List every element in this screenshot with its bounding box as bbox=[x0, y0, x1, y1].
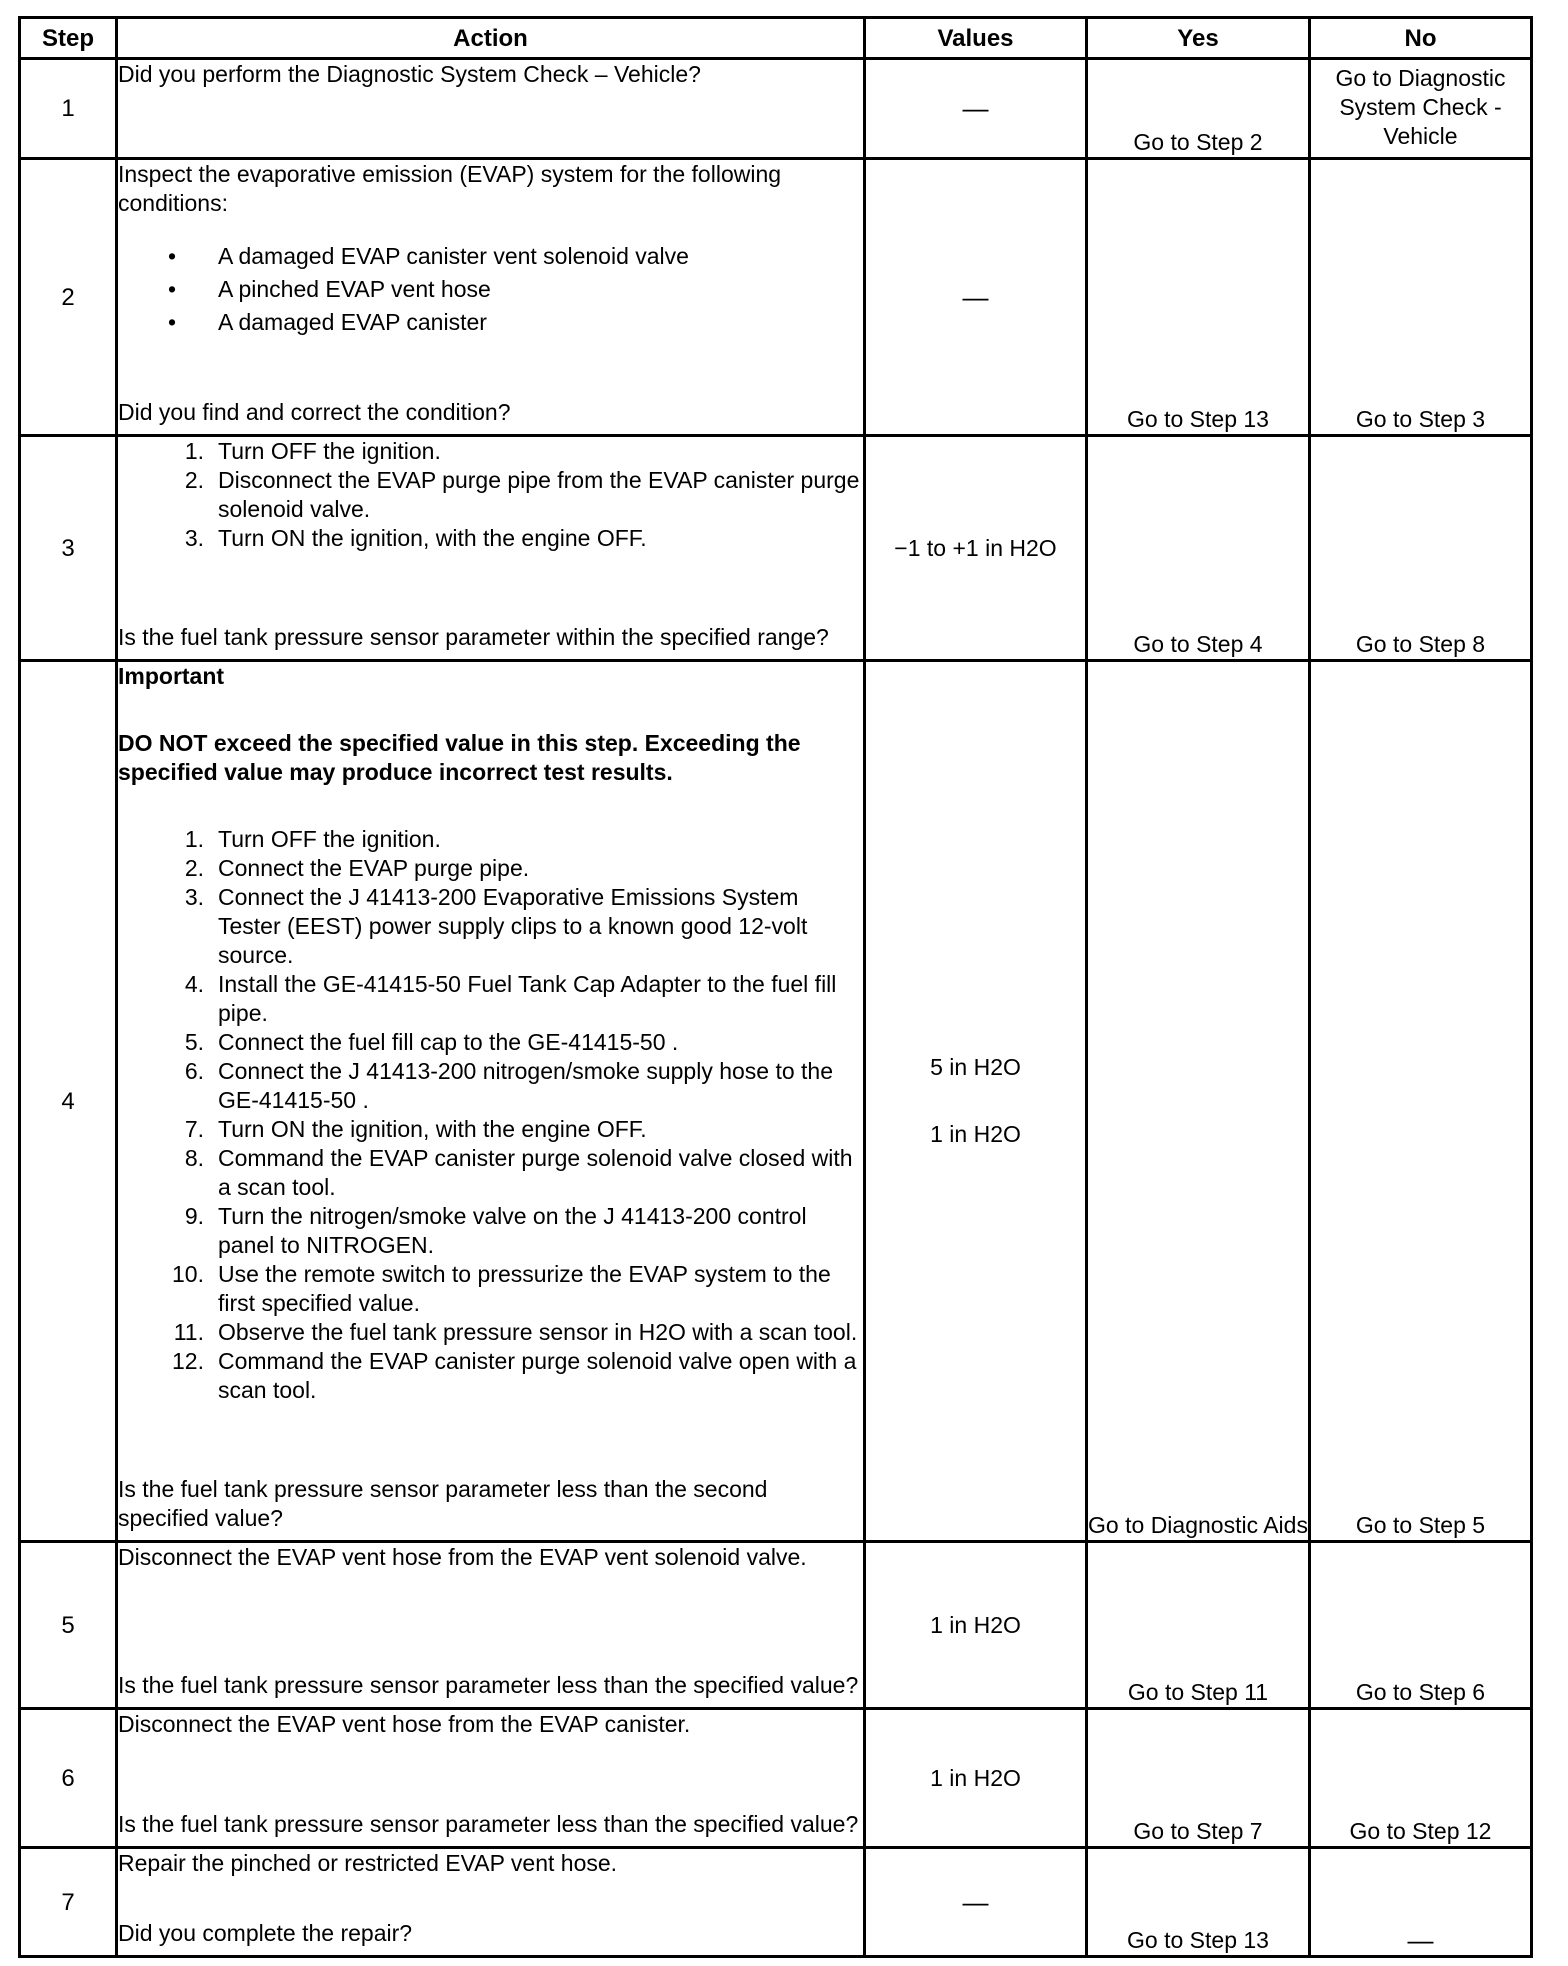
list-item: 2. Connect the EVAP purge pipe. bbox=[184, 855, 530, 881]
table-row bbox=[20, 436, 1532, 661]
list-item: • A damaged EVAP canister bbox=[118, 306, 863, 339]
action-intro: Disconnect the EVAP vent hose from the EVAP canister. bbox=[118, 1711, 691, 1737]
important-label: Important bbox=[118, 663, 225, 689]
yes-cell: Go to Step 7 bbox=[1087, 1709, 1310, 1848]
no-cell: Go to Step 5 bbox=[1310, 661, 1532, 1542]
list-item: 3. Connect the J 41413-200 Evaporative Emissions System Tester (EEST) power supply clips to a known good 12-volt source. bbox=[184, 884, 808, 968]
list-item: 1. Turn OFF the ignition. bbox=[184, 826, 441, 852]
header-values: Values bbox=[865, 18, 1087, 59]
value: 1 in H2O bbox=[930, 1611, 1021, 1638]
table-row bbox=[20, 59, 1532, 159]
step-number: 1 bbox=[20, 59, 117, 159]
table-row bbox=[20, 159, 1532, 436]
action-question: Did you complete the repair? bbox=[118, 1920, 413, 1946]
header-no: No bbox=[1310, 18, 1532, 59]
action-intro: Repair the pinched or restricted EVAP vent hose. bbox=[118, 1850, 618, 1876]
value: — bbox=[962, 281, 989, 312]
step-number: 2 bbox=[20, 159, 117, 436]
action-question: Is the fuel tank pressure sensor parameter within the specified range? bbox=[118, 624, 829, 650]
step-number: 6 bbox=[20, 1709, 117, 1848]
action-question: Did you perform the Diagnostic System Check – Vehicle? bbox=[118, 61, 701, 87]
no-cell: Go to Step 3 bbox=[1310, 159, 1532, 436]
value: 1 in H2O bbox=[930, 1764, 1021, 1791]
yes-cell: Go to Step 13 bbox=[1087, 159, 1310, 436]
list-item: 7. Turn ON the ignition, with the engine OFF. bbox=[184, 1116, 647, 1142]
values-cell bbox=[865, 436, 1087, 661]
list-item: 10. Use the remote switch to pressurize the EVAP system to the first specified value. bbox=[172, 1261, 831, 1316]
header-action: Action bbox=[117, 18, 865, 59]
action-cell bbox=[117, 59, 865, 159]
list-item: 4. Install the GE-41415-50 Fuel Tank Cap Adapter to the fuel fill pipe. bbox=[184, 971, 837, 1026]
action-intro: Disconnect the EVAP vent hose from the EVAP vent solenoid valve. bbox=[118, 1544, 807, 1570]
no-cell: — bbox=[1310, 1848, 1532, 1957]
yes-cell: Go to Step 11 bbox=[1087, 1542, 1310, 1709]
diagnostic-table-container bbox=[18, 16, 1533, 1958]
yes-cell: Go to Step 13 bbox=[1087, 1848, 1310, 1957]
action-question: Is the fuel tank pressure sensor parameter less than the second specified value? bbox=[118, 1476, 768, 1531]
procedure-list bbox=[118, 437, 863, 553]
header-yes: Yes bbox=[1087, 18, 1310, 59]
table-row bbox=[20, 1542, 1532, 1709]
list-item: 2. Disconnect the EVAP purge pipe from the EVAP canister purge solenoid valve. bbox=[184, 467, 860, 522]
table-row bbox=[20, 1709, 1532, 1848]
list-item: 3. Turn ON the ignition, with the engine OFF. bbox=[184, 525, 647, 551]
important-text: DO NOT exceed the specified value in this step. Exceeding the specified value may produce incorrect test results. bbox=[118, 730, 801, 785]
action-cell bbox=[117, 159, 865, 436]
step-number: 5 bbox=[20, 1542, 117, 1709]
value: — bbox=[962, 1886, 989, 1917]
value: — bbox=[962, 93, 989, 123]
values-cell bbox=[865, 1542, 1087, 1709]
action-question: Is the fuel tank pressure sensor parameter less than the specified value? bbox=[118, 1672, 859, 1698]
list-item: 6. Connect the J 41413-200 nitrogen/smoke supply hose to the GE-41415-50 . bbox=[184, 1058, 834, 1113]
step-number: 4 bbox=[20, 661, 117, 1542]
list-item: 8. Command the EVAP canister purge solenoid valve closed with a scan tool. bbox=[184, 1145, 853, 1200]
list-item: 11. Observe the fuel tank pressure sensor in H2O with a scan tool. bbox=[173, 1319, 858, 1345]
no-cell: Go to Step 12 bbox=[1310, 1709, 1532, 1848]
list-item: 1. Turn OFF the ignition. bbox=[184, 438, 441, 464]
values-cell bbox=[865, 1848, 1087, 1957]
list-item: 12. Command the EVAP canister purge solenoid valve open with a scan tool. bbox=[172, 1348, 857, 1403]
condition-list bbox=[118, 240, 863, 339]
step-number: 3 bbox=[20, 436, 117, 661]
action-cell bbox=[117, 1709, 865, 1848]
table-row bbox=[20, 1848, 1532, 1957]
list-item: • A damaged EVAP canister vent solenoid valve bbox=[118, 240, 863, 273]
action-cell bbox=[117, 1542, 865, 1709]
value-second: 1 in H2O bbox=[930, 1121, 1021, 1147]
list-item: • A pinched EVAP vent hose bbox=[118, 273, 863, 306]
no-cell: Go to Diagnostic System Check - Vehicle bbox=[1310, 59, 1532, 159]
values-cell bbox=[865, 661, 1087, 1542]
diagnostic-table bbox=[18, 16, 1533, 1958]
values-cell bbox=[865, 1709, 1087, 1848]
value-first: 5 in H2O bbox=[930, 1054, 1021, 1080]
action-cell bbox=[117, 661, 865, 1542]
action-cell bbox=[117, 436, 865, 661]
list-item: 5. Connect the fuel fill cap to the GE-41415-50 . bbox=[184, 1029, 679, 1055]
table-row bbox=[20, 661, 1532, 1542]
no-cell: Go to Step 8 bbox=[1310, 436, 1532, 661]
value: −1 to +1 in H2O bbox=[894, 534, 1057, 561]
value-spacer bbox=[866, 1082, 1085, 1120]
yes-cell: Go to Diagnostic Aids bbox=[1087, 661, 1310, 1542]
no-cell: Go to Step 6 bbox=[1310, 1542, 1532, 1709]
yes-cell: Go to Step 4 bbox=[1087, 436, 1310, 661]
list-item: 9. Turn the nitrogen/smoke valve on the J 41413-200 control panel to NITROGEN. bbox=[184, 1203, 807, 1258]
yes-cell: Go to Step 2 bbox=[1087, 59, 1310, 159]
values-cell bbox=[865, 59, 1087, 159]
action-cell bbox=[117, 1848, 865, 1957]
action-question: Is the fuel tank pressure sensor parameter less than the specified value? bbox=[118, 1811, 859, 1837]
values-cell bbox=[865, 159, 1087, 436]
step-number: 7 bbox=[20, 1848, 117, 1957]
action-intro: Inspect the evaporative emission (EVAP) system for the following conditions: bbox=[118, 161, 782, 216]
header-step: Step bbox=[20, 18, 117, 59]
action-question: Did you find and correct the condition? bbox=[118, 399, 511, 425]
procedure-list bbox=[118, 825, 863, 1405]
table-header-row bbox=[20, 18, 1532, 59]
